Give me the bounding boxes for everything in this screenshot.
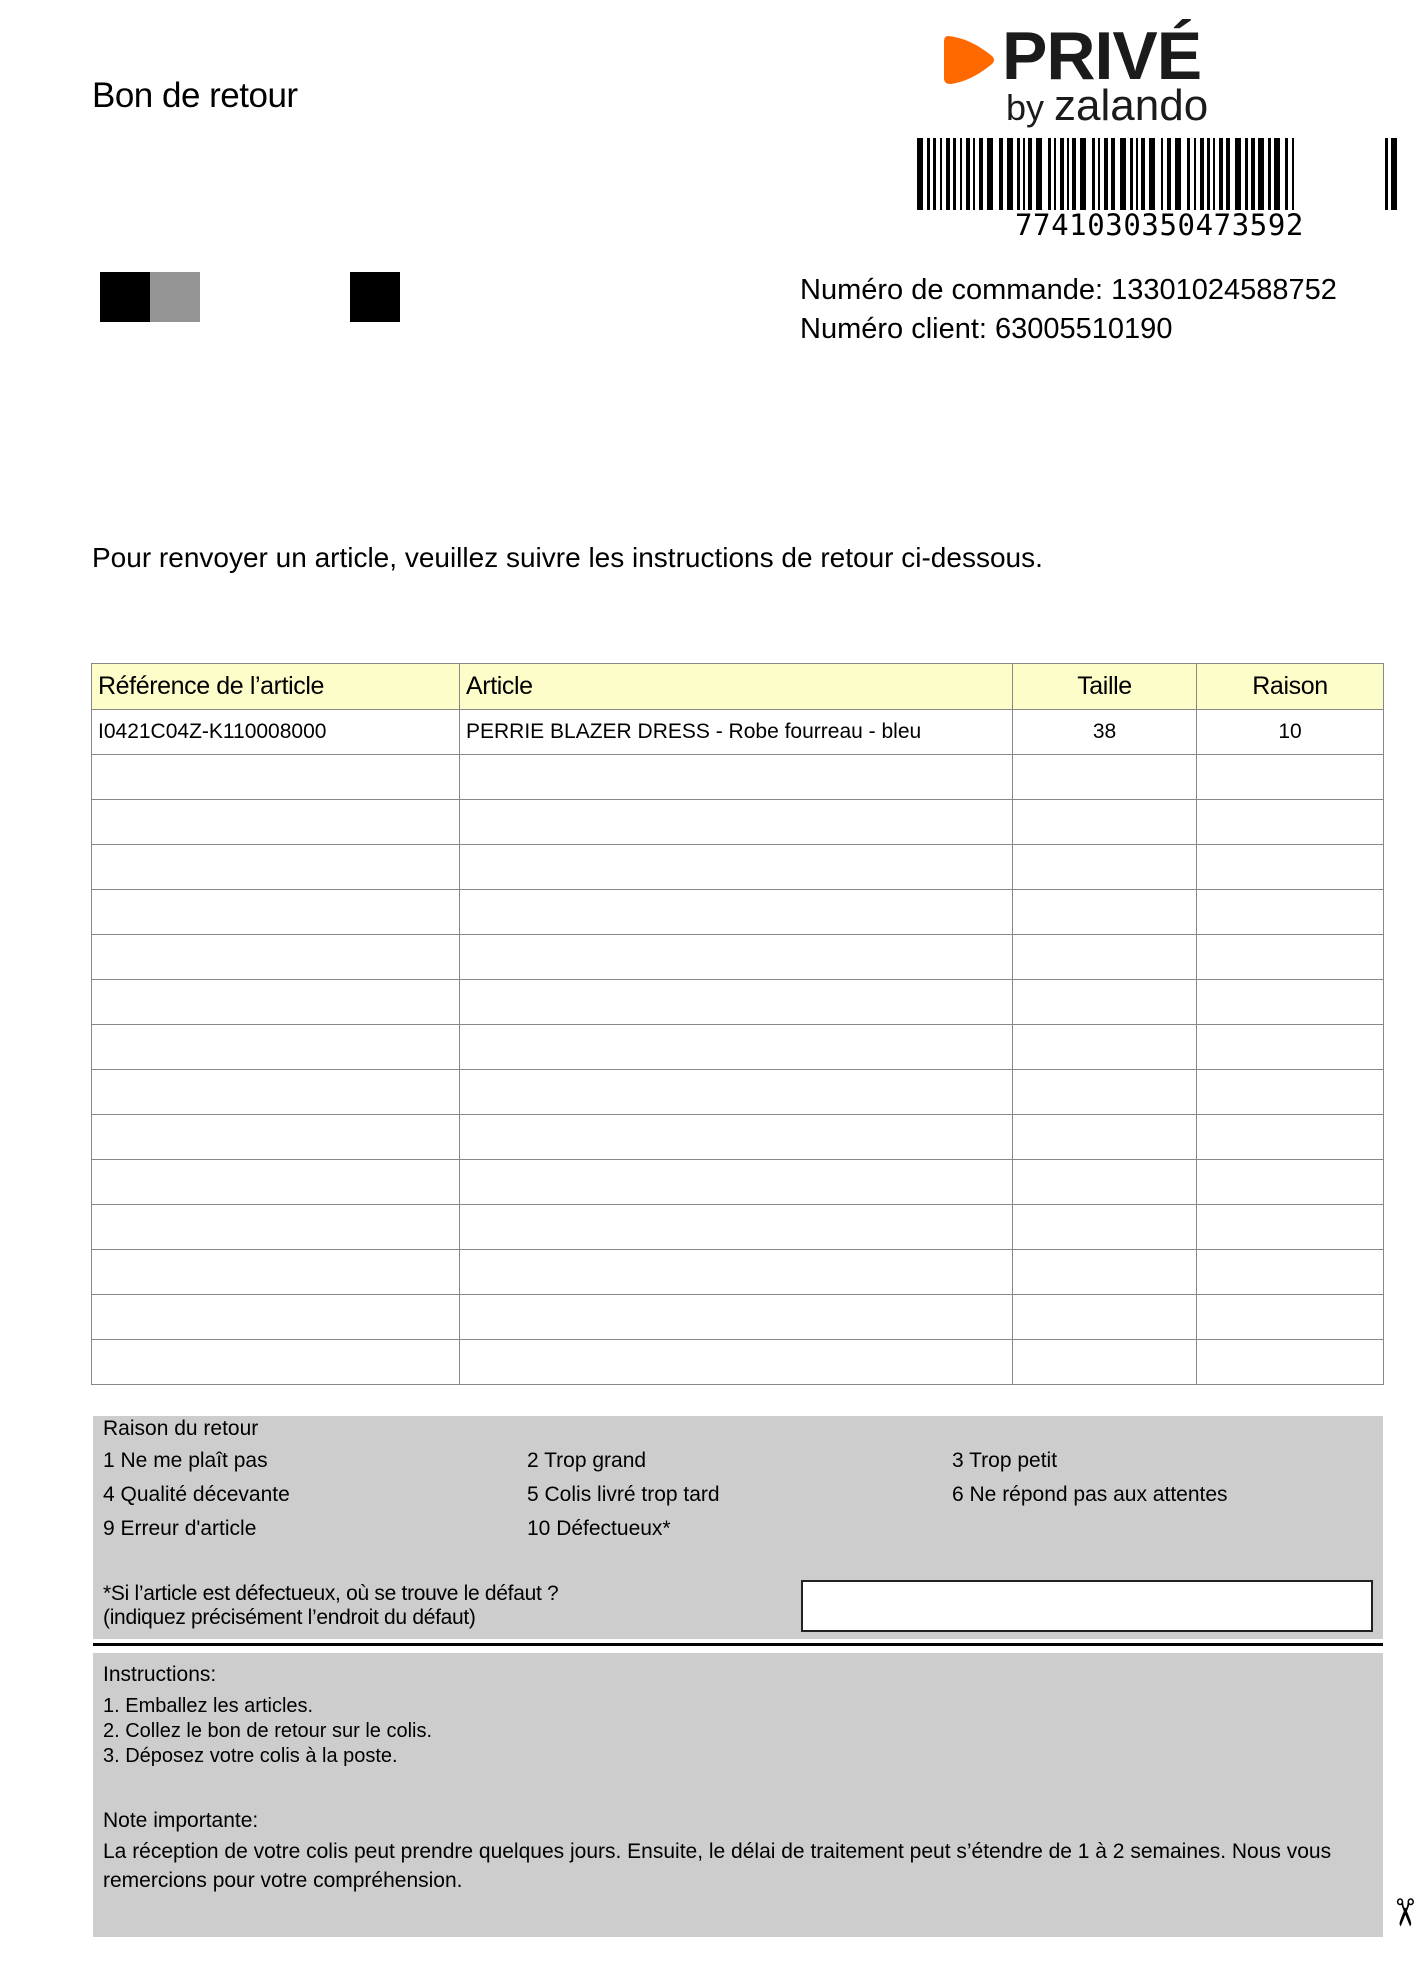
barcode-bar <box>917 138 923 210</box>
instructions-box <box>93 1653 1383 1937</box>
prive-zalando-logo <box>940 20 1210 130</box>
cell-size <box>1013 755 1197 800</box>
barcode-bar <box>966 138 970 210</box>
barcode-bar <box>1274 138 1280 210</box>
cell-article <box>460 800 1013 845</box>
cell-article <box>460 1025 1013 1070</box>
cell-reason <box>1197 1070 1384 1115</box>
barcode-bar <box>1141 138 1145 210</box>
cell-reference <box>92 1340 460 1385</box>
barcode-bar <box>1285 138 1288 210</box>
intro-text: Pour renvoyer un article, veuillez suivre les instructions de retour ci-dessous. <box>92 542 1043 573</box>
header-reason: Raison <box>1197 664 1384 710</box>
reason-item: 3 Trop petit <box>952 1449 1058 1472</box>
instruction-step: 3. Déposez votre colis à la poste. <box>103 1745 398 1767</box>
redaction-block <box>350 272 400 322</box>
instruction-step: 2. Collez le bon de retour sur le colis. <box>103 1720 433 1742</box>
table-row-empty <box>92 1025 1384 1070</box>
table-row-empty <box>92 1160 1384 1205</box>
logo-brand: PRIVÉ <box>1002 18 1202 94</box>
barcode-bar <box>946 138 950 210</box>
client-number-label: Numéro client: <box>800 313 987 345</box>
reason-item: 9 Erreur d'article <box>103 1517 257 1540</box>
cell-reference <box>92 1070 460 1115</box>
scissors-icon: ✂ <box>1382 1896 1425 1929</box>
table-row-empty <box>92 1205 1384 1250</box>
table-row-empty <box>92 755 1384 800</box>
header-article: Article <box>460 664 1013 710</box>
cell-reference <box>92 1250 460 1295</box>
client-number-value: 63005510190 <box>995 313 1173 345</box>
cell-reason <box>1197 800 1384 845</box>
cell-size: 38 <box>1013 710 1197 755</box>
barcode-bar <box>1258 138 1264 210</box>
return-items-table <box>91 663 1384 1385</box>
barcode-bar <box>933 138 936 210</box>
cell-size <box>1013 1115 1197 1160</box>
cell-article <box>460 890 1013 935</box>
table-row-empty <box>92 1340 1384 1385</box>
return-reasons-box <box>93 1416 1383 1639</box>
reasons-title: Raison du retour <box>103 1417 259 1440</box>
cell-reference <box>92 1025 460 1070</box>
client-number-line <box>800 313 1172 346</box>
table-row-empty <box>92 845 1384 890</box>
cell-reason <box>1197 845 1384 890</box>
cell-reference <box>92 800 460 845</box>
table-row-empty <box>92 980 1384 1025</box>
table-row-empty <box>92 1295 1384 1340</box>
barcode <box>915 138 1397 210</box>
barcode-bar <box>1292 138 1294 210</box>
barcode-bar <box>1098 138 1100 210</box>
barcode-bar <box>1219 138 1223 210</box>
barcode-bar <box>1111 138 1115 210</box>
table-row-empty <box>92 1115 1384 1160</box>
barcode-bar <box>1067 138 1069 210</box>
reason-item: 4 Qualité décevante <box>103 1483 290 1506</box>
barcode-bar <box>927 138 930 210</box>
divider <box>93 1643 1383 1646</box>
redaction-block <box>100 272 150 322</box>
cell-size <box>1013 800 1197 845</box>
defect-location-field[interactable] <box>801 1580 1373 1632</box>
page-title: Bon de retour <box>92 76 298 115</box>
barcode-bar <box>1104 138 1108 210</box>
reason-item: 10 Défectueux* <box>527 1517 671 1540</box>
header-size: Taille <box>1013 664 1197 710</box>
barcode-bar <box>979 138 983 210</box>
cell-reason <box>1197 1205 1384 1250</box>
instructions-title: Instructions: <box>103 1663 217 1686</box>
redaction-block <box>150 272 200 322</box>
reason-item: 2 Trop grand <box>527 1449 647 1472</box>
barcode-bar <box>1200 138 1204 210</box>
cell-reference <box>92 755 460 800</box>
barcode-bar <box>999 138 1003 210</box>
cell-article <box>460 1070 1013 1115</box>
table-row <box>92 710 1384 755</box>
barcode-bar <box>1194 138 1196 210</box>
cell-reference <box>92 845 460 890</box>
cell-size <box>1013 1205 1197 1250</box>
logo-subtitle <box>1006 81 1209 130</box>
order-number-value: 13301024588752 <box>1111 274 1337 306</box>
logo-by: by <box>1006 87 1045 128</box>
cell-reason <box>1197 755 1384 800</box>
cell-size <box>1013 980 1197 1025</box>
cell-article <box>460 1295 1013 1340</box>
note-text: La réception de votre colis peut prendre quelques jours. Ensuite, le délai de traitement peut s’étendre de 1 à 2 semaines. Nous vous remercions pour votre compréhension. <box>103 1840 1332 1892</box>
barcode-bar <box>1072 138 1076 210</box>
cell-article <box>460 845 1013 890</box>
header-reference: Référence de l’article <box>92 664 460 710</box>
cell-reference <box>92 1295 460 1340</box>
barcode-bar <box>1120 138 1126 210</box>
barcode-bar <box>1226 138 1230 210</box>
barcode-bar <box>1136 138 1138 210</box>
cell-reason <box>1197 1295 1384 1340</box>
cell-article <box>460 1160 1013 1205</box>
cell-reference: I0421C04Z-K110008000 <box>92 710 460 755</box>
barcode-bar <box>1207 138 1210 210</box>
cell-article <box>460 980 1013 1025</box>
barcode-bar <box>1245 138 1248 210</box>
barcode-bar <box>1268 138 1271 210</box>
table-row-empty <box>92 935 1384 980</box>
defect-question: *Si l’article est défectueux, où se trouve le défaut ? (indiquez précisément l’endroit du défaut) <box>103 1582 559 1629</box>
barcode-bar <box>1036 138 1042 210</box>
cell-reason <box>1197 1250 1384 1295</box>
barcode-bar <box>1175 138 1181 210</box>
cell-reason <box>1197 935 1384 980</box>
cell-reason <box>1197 1340 1384 1385</box>
cell-size <box>1013 890 1197 935</box>
table-row-empty <box>92 1250 1384 1295</box>
table-header-row <box>92 664 1384 710</box>
cell-reference <box>92 890 460 935</box>
barcode-bar <box>973 138 975 210</box>
barcode-bar <box>1048 138 1051 210</box>
cell-article <box>460 1205 1013 1250</box>
cell-reference <box>92 1160 460 1205</box>
logo-play-icon <box>940 30 1000 90</box>
cell-size <box>1013 1160 1197 1205</box>
table-row-empty <box>92 1070 1384 1115</box>
barcode-bar <box>1092 138 1095 210</box>
barcode-bar <box>1007 138 1013 210</box>
barcode-bar <box>1235 138 1241 210</box>
cell-size <box>1013 1295 1197 1340</box>
barcode-bar <box>987 138 993 210</box>
cell-reason <box>1197 1115 1384 1160</box>
barcode-number: 7741030350473592 <box>1015 208 1304 242</box>
note-title: Note importante: <box>103 1809 259 1832</box>
barcode-bar <box>1391 138 1397 210</box>
reason-item: 1 Ne me plaît pas <box>103 1449 268 1472</box>
cell-article <box>460 1250 1013 1295</box>
cell-article <box>460 755 1013 800</box>
cell-size <box>1013 1025 1197 1070</box>
cell-reason <box>1197 1160 1384 1205</box>
cell-reason: 10 <box>1197 710 1384 755</box>
logo-zalando: zalando <box>1054 81 1209 130</box>
table-row-empty <box>92 800 1384 845</box>
barcode-bar <box>1060 138 1064 210</box>
order-number-line <box>800 274 1337 307</box>
cell-size <box>1013 1250 1197 1295</box>
cell-article <box>460 1340 1013 1385</box>
barcode-bar <box>1023 138 1025 210</box>
barcode-bar <box>1187 138 1190 210</box>
order-number-label: Numéro de commande: <box>800 274 1104 306</box>
cell-reference <box>92 935 460 980</box>
cell-reason <box>1197 890 1384 935</box>
reason-item: 5 Colis livré trop tard <box>527 1483 720 1506</box>
barcode-bar <box>1167 138 1171 210</box>
barcode-bar <box>1161 138 1163 210</box>
cell-reference <box>92 1205 460 1250</box>
barcode-bar <box>953 138 956 210</box>
barcode-bar <box>940 138 942 210</box>
barcode-bar <box>1028 138 1032 210</box>
barcode-bar <box>1080 138 1086 210</box>
barcode-bar <box>1130 138 1133 210</box>
cell-size <box>1013 1070 1197 1115</box>
cell-reason <box>1197 1025 1384 1070</box>
cell-reason <box>1197 980 1384 1025</box>
reason-item: 6 Ne répond pas aux attentes <box>952 1483 1228 1506</box>
cell-article: PERRIE BLAZER DRESS - Robe fourreau - bleu <box>460 710 1013 755</box>
barcode-bar <box>1251 138 1255 210</box>
cell-article <box>460 1115 1013 1160</box>
cell-article <box>460 935 1013 980</box>
cell-reference <box>92 980 460 1025</box>
barcode-bar <box>1054 138 1056 210</box>
cell-reference <box>92 1115 460 1160</box>
barcode-bar <box>960 138 962 210</box>
barcode-bar <box>1213 138 1215 210</box>
barcode-bar <box>1385 138 1388 210</box>
barcode-bar <box>1017 138 1020 210</box>
cell-size <box>1013 935 1197 980</box>
table-row-empty <box>92 890 1384 935</box>
barcode-bar <box>1149 138 1155 210</box>
cell-size <box>1013 845 1197 890</box>
instruction-step: 1. Emballez les articles. <box>103 1695 314 1717</box>
cell-size <box>1013 1340 1197 1385</box>
